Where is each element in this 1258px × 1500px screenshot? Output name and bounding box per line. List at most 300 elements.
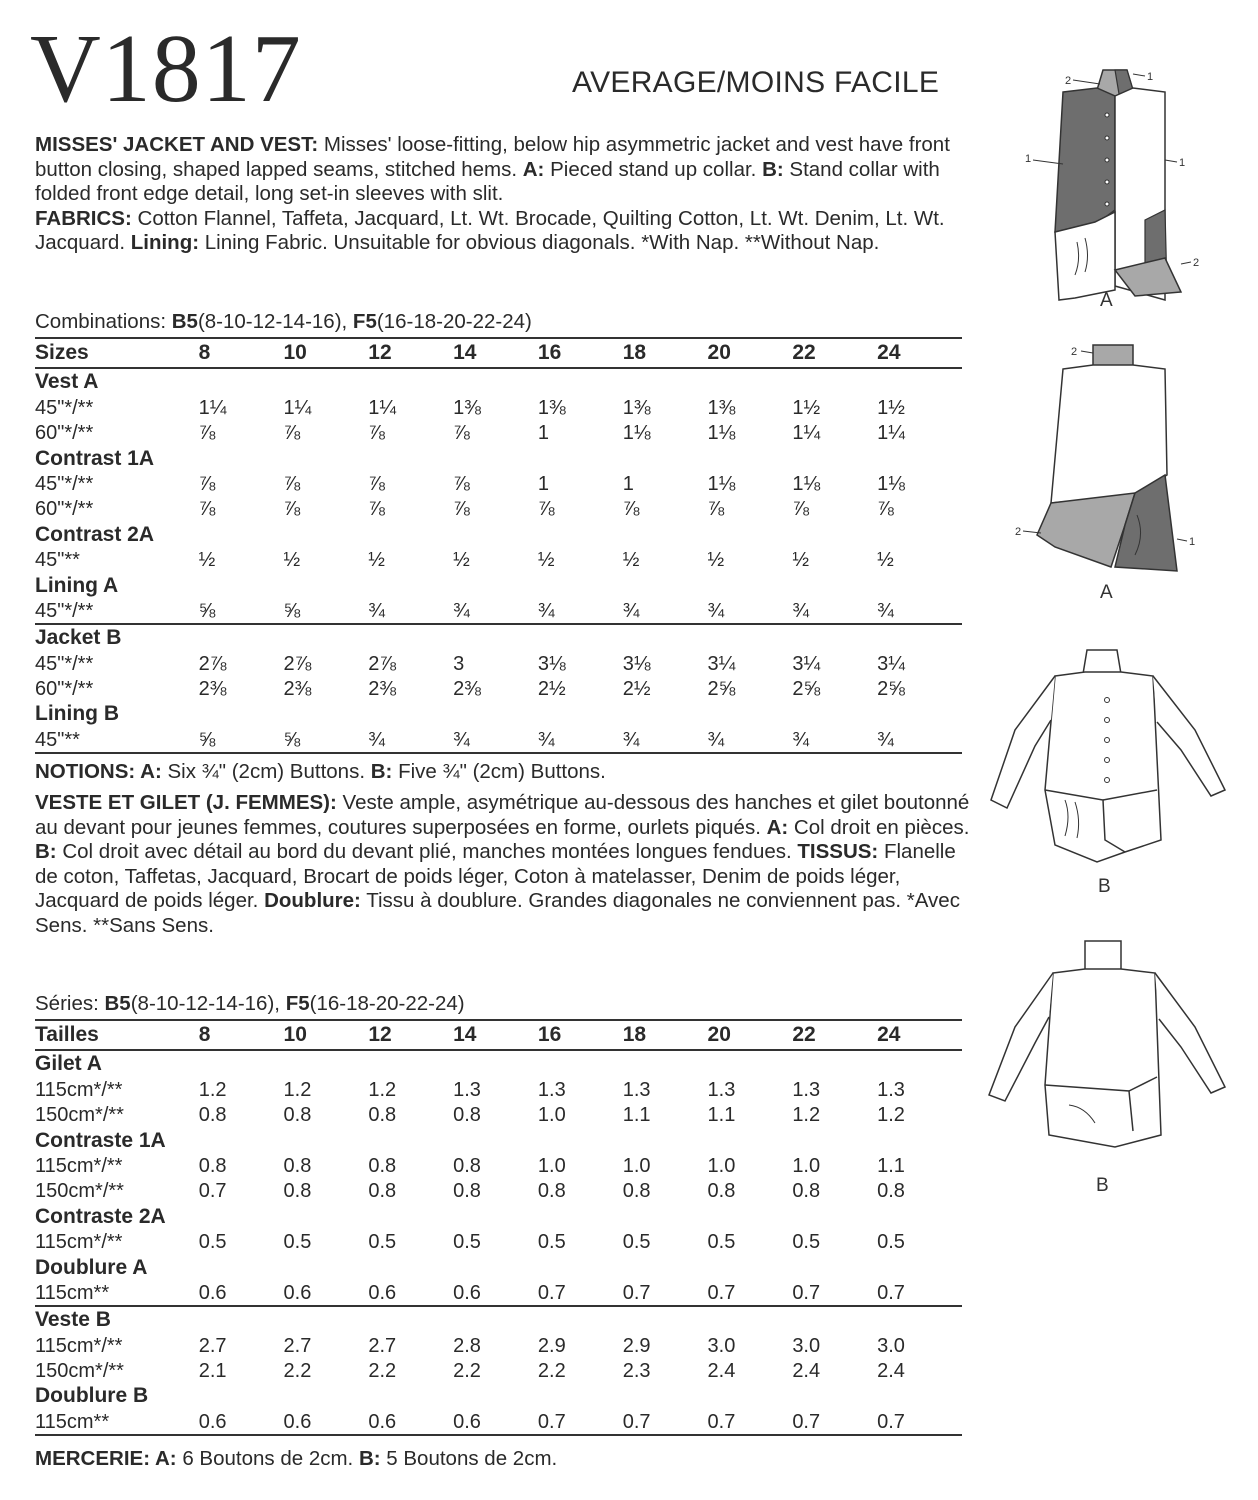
jacket-b-front-illustration	[985, 640, 1235, 870]
yardage-cell: 2.7	[198, 1334, 227, 1357]
view-a-text: Pieced stand up collar.	[544, 157, 763, 181]
yardage-cell: 2⅞	[368, 652, 397, 675]
yardage-cell: 0.5	[707, 1231, 736, 1254]
size-header-label: Sizes	[35, 338, 199, 368]
desc-body: Misses' loose-fitting, below hip asymmetric jacket and vest have front button closing, shaped lapped seams, stitched hems.	[35, 133, 950, 181]
yardage-cell: 0.5	[792, 1231, 821, 1254]
combo-b5-sizes: (8-10-12-14-16),	[197, 310, 353, 333]
yardage-cell: 0.6	[199, 1408, 284, 1434]
yardage-cell: ⅞	[877, 498, 894, 521]
yardage-cell: 0.7	[538, 1408, 623, 1434]
yardage-cell: ⅞	[792, 498, 810, 521]
view-group-label: Gilet A	[35, 1052, 102, 1076]
yardage-cell: 1.3	[877, 1078, 905, 1101]
yardage-cell: ¾	[537, 599, 555, 622]
yardage-cell: 1⅛	[792, 472, 821, 495]
piece-number-label: 1	[1025, 153, 1032, 165]
fabrics-label-fr: TISSUS:	[797, 840, 879, 864]
yardage-cell: 0.7	[877, 1408, 962, 1434]
yardage-cell: 1.2	[283, 1078, 312, 1101]
english-combinations	[35, 310, 532, 334]
yardage-cell: 1⅛	[877, 472, 905, 495]
yardage-cell: 1.3	[622, 1078, 651, 1101]
fabric-width-label: 150cm*/**	[35, 1104, 124, 1127]
size-column-header: 14	[453, 1020, 538, 1050]
yardage-cell: ¾	[622, 599, 640, 622]
vest-a-back-drawing	[1015, 335, 1215, 585]
combo-f5-fr: F5	[285, 992, 310, 1015]
yardage-cell: 2⅝	[707, 678, 736, 701]
yardage-cell: 0.8	[453, 1154, 481, 1177]
view-group-label: Contraste 2A	[35, 1204, 166, 1228]
desc-title: MISSES' JACKET AND VEST:	[35, 133, 319, 156]
yardage-cell: 0.5	[622, 1231, 651, 1254]
size-column-header: 22	[792, 1020, 877, 1050]
yardage-cell: 1	[622, 472, 634, 495]
yardage-cell: ⅞	[368, 422, 385, 445]
yardage-cell: 2.4	[792, 1360, 821, 1383]
yardage-cell: 0.8	[792, 1180, 821, 1203]
yardage-cell: ¾	[792, 599, 810, 622]
view-label-a-back: A	[1100, 582, 1113, 603]
yardage-cell: 0.8	[368, 1104, 397, 1127]
yardage-cell: 1.3	[453, 1078, 481, 1101]
table-row	[35, 598, 962, 624]
yardage-cell: 1.3	[707, 1078, 736, 1101]
vest-a-back-illustration	[1015, 335, 1215, 585]
yardage-cell: ⅞	[622, 498, 640, 521]
yardage-cell: 1.2	[368, 1078, 397, 1101]
table-row	[35, 1332, 962, 1357]
yardage-cell: 0.7	[792, 1281, 821, 1304]
size-column-header: 20	[708, 1020, 793, 1050]
view-b-label-fr: B:	[35, 840, 57, 864]
size-column-header: 18	[623, 338, 708, 368]
view-group-label: Lining A	[35, 573, 119, 597]
size-column-header: 8	[199, 338, 284, 368]
table-row	[35, 1178, 962, 1203]
table-row	[35, 496, 962, 521]
lining-label-fr: Doublure:	[264, 889, 361, 913]
yardage-cell: 0.8	[283, 1180, 312, 1203]
yardage-cell: 1⅜	[707, 396, 736, 419]
yardage-cell: 1.3	[537, 1078, 566, 1101]
jacket-b-back-drawing	[985, 935, 1235, 1165]
yardage-cell: 0.5	[368, 1231, 397, 1254]
notions-a-label: A:	[135, 760, 162, 783]
size-column-header: 20	[708, 338, 793, 368]
vest-a-front-illustration	[1015, 60, 1215, 310]
view-group-label: Doublure A	[35, 1255, 148, 1279]
yardage-cell: 0.8	[537, 1180, 566, 1203]
view-b-label: B:	[762, 157, 784, 181]
yardage-cell: 3	[453, 652, 465, 675]
yardage-cell: 2.4	[877, 1360, 905, 1383]
size-column-header: 24	[877, 338, 962, 368]
yardage-cell: 0.8	[622, 1180, 651, 1203]
piece-number-label: 1	[1189, 536, 1196, 548]
yardage-cell: 2.1	[198, 1360, 227, 1383]
view-group-label: Lining B	[35, 702, 119, 726]
yardage-cell: 1.2	[198, 1078, 227, 1101]
fabric-width-label: 150cm*/**	[35, 1180, 124, 1203]
yardage-cell: 0.8	[453, 1104, 481, 1127]
yardage-cell: 0.8	[283, 1104, 312, 1127]
notions-a: Six ¾" (2cm) Buttons.	[161, 760, 371, 783]
yardage-cell: 3.0	[707, 1334, 736, 1357]
yardage-cell: 1.0	[707, 1154, 736, 1177]
notions-b: Five ¾" (2cm) Buttons.	[392, 760, 606, 783]
view-group-label: Doublure B	[35, 1384, 149, 1408]
yardage-cell: 0.7	[198, 1180, 227, 1203]
piece-number-label: 1	[1179, 157, 1186, 169]
fabrics-label: FABRICS:	[35, 206, 132, 230]
yardage-cell: 1⅜	[453, 396, 481, 419]
yardage-cell: ⅞	[198, 422, 216, 445]
yardage-cell: 1¼	[283, 396, 312, 419]
fabric-width-label: 45"*/**	[35, 472, 94, 495]
yardage-cell: ⅞	[537, 498, 555, 521]
size-column-header: 10	[283, 338, 368, 368]
table-row	[35, 1280, 962, 1306]
yardage-cell: 0.5	[198, 1231, 227, 1254]
yardage-cell: ⅞	[707, 498, 725, 521]
size-column-header: 12	[368, 1020, 453, 1050]
combo-f5: F5	[352, 310, 377, 333]
english-description	[35, 133, 970, 256]
yardage-cell: 2½	[537, 678, 566, 701]
yardage-cell: 1¼	[368, 396, 397, 419]
yardage-cell: 3¼	[792, 652, 821, 675]
piece-number-label: 1	[1147, 71, 1154, 83]
table-row	[35, 1076, 962, 1101]
table-row	[35, 420, 962, 445]
yardage-cell: 1.2	[877, 1104, 905, 1127]
yardage-cell: ¾	[707, 599, 725, 622]
yardage-cell: 2.9	[537, 1334, 566, 1357]
yardage-cell: 1.3	[792, 1078, 821, 1101]
view-group-label: Contrast 1A	[35, 446, 155, 470]
yardage-cell: 0.5	[283, 1231, 312, 1254]
table-row	[35, 676, 962, 701]
notions-label: NOTIONS:	[35, 760, 136, 783]
size-column-header: 18	[623, 1020, 708, 1050]
yardage-cell: 0.7	[708, 1408, 793, 1434]
yardage-cell: 2.7	[368, 1334, 397, 1357]
size-column-header: 16	[538, 1020, 623, 1050]
yardage-cell: ⅝	[199, 726, 284, 752]
lining-label: Lining:	[130, 231, 200, 255]
english-notions	[35, 760, 606, 784]
yardage-cell: 0.8	[707, 1180, 736, 1203]
yardage-cell: ½	[537, 549, 555, 572]
yardage-cell: 2.2	[283, 1360, 312, 1383]
table-row	[35, 1408, 962, 1434]
yardage-cell: 2⅜	[453, 678, 481, 701]
french-notions	[35, 1447, 557, 1471]
yardage-cell: ¾	[538, 726, 623, 752]
yardage-cell: 2.4	[707, 1360, 736, 1383]
table-row	[35, 1358, 962, 1383]
french-combinations	[35, 992, 465, 1016]
desc-body-fr: Veste ample, asymétrique au-dessous des hanches et gilet boutonné au devant pour jeunes femmes, coutures superposées en forme, ourlets piqués.	[35, 791, 970, 839]
combo-f5-sizes: (16-18-20-22-24)	[376, 310, 532, 333]
fabric-width-label: 115cm**	[35, 1408, 199, 1434]
fabric-width-label: 115cm*/**	[35, 1078, 123, 1101]
yardage-cell: ⅞	[453, 498, 470, 521]
notions-b-label-fr: B:	[358, 1447, 381, 1470]
yardage-cell: ⅞	[283, 422, 301, 445]
yardage-cell: ½	[368, 549, 385, 572]
yardage-cell: 0.8	[198, 1104, 227, 1127]
view-a-label: A:	[522, 157, 545, 181]
size-column-header: 10	[284, 1020, 369, 1050]
yardage-cell: 0.6	[198, 1281, 227, 1304]
yardage-cell: 3⅛	[622, 652, 651, 675]
difficulty-label: AVERAGE/MOINS FACILE	[572, 66, 940, 99]
yardage-cell: 0.6	[283, 1281, 312, 1304]
combo-b5-sizes-fr: (8-10-12-14-16),	[130, 992, 286, 1015]
yardage-cell: 0.7	[622, 1281, 651, 1304]
yardage-cell: ⅝	[283, 599, 301, 622]
yardage-cell: 2.9	[622, 1334, 651, 1357]
jacket-b-front-drawing	[985, 640, 1235, 870]
yardage-cell: 2.2	[453, 1360, 481, 1383]
yardage-cell: 1.2	[792, 1104, 821, 1127]
yardage-cell: 0.8	[877, 1180, 905, 1203]
yardage-cell: ½	[453, 549, 470, 572]
yardage-cell: 0.7	[877, 1281, 905, 1304]
yardage-cell: 2⅞	[283, 652, 312, 675]
yardage-cell: 2.2	[537, 1360, 566, 1383]
yardage-cell: 2⅝	[792, 678, 821, 701]
size-column-header: 22	[792, 338, 877, 368]
yardage-cell: 0.7	[707, 1281, 736, 1304]
fabric-width-label: 45"**	[35, 549, 80, 572]
yardage-cell: ⅞	[198, 472, 216, 495]
yardage-cell: ½	[792, 549, 810, 572]
size-column-header: 24	[877, 1020, 962, 1050]
yardage-cell: 1.0	[622, 1154, 651, 1177]
combo-label-fr: Séries:	[35, 992, 105, 1015]
yardage-cell: 2⅝	[877, 678, 905, 701]
yardage-cell: 3.0	[792, 1334, 821, 1357]
fabrics-text-fr: Flanelle de coton, Taffetas, Jacquard, Brocart de poids léger, Coton à matelasser, Denim de poids léger, Jacquard de poids léger.	[35, 840, 956, 913]
yardage-cell: 2.2	[368, 1360, 397, 1383]
yardage-cell: 0.6	[453, 1408, 538, 1434]
yardage-cell: 0.6	[368, 1281, 397, 1304]
combo-f5-sizes-fr: (16-18-20-22-24)	[309, 992, 465, 1015]
yardage-cell: 0.6	[453, 1281, 481, 1304]
view-a-label-fr: A:	[766, 815, 789, 839]
piece-number-label: 2	[1071, 346, 1078, 358]
size-header-label: Tailles	[35, 1020, 199, 1050]
yardage-cell: 1.1	[707, 1104, 736, 1127]
yardage-cell: 1.0	[537, 1154, 566, 1177]
table-row	[35, 726, 962, 752]
yardage-cell: 0.8	[283, 1154, 312, 1177]
fabrics-text: Cotton Flannel, Taffeta, Jacquard, Lt. Wt. Brocade, Quilting Cotton, Lt. Wt. Denim, Lt. Wt. Jacquard.	[35, 206, 945, 255]
yardage-cell: ⅝	[283, 726, 368, 752]
table-row	[35, 471, 962, 496]
yardage-cell: 1.1	[877, 1154, 905, 1177]
view-group-label: Veste B	[35, 1306, 962, 1332]
piece-number-label: 2	[1015, 526, 1022, 538]
piece-number-label: 2	[1065, 75, 1072, 87]
yardage-cell: 1⅜	[537, 396, 566, 419]
yardage-cell: ½	[283, 549, 301, 572]
fabric-width-label: 115cm*/**	[35, 1154, 123, 1177]
yardage-cell: 0.6	[368, 1408, 453, 1434]
yardage-cell: 0.5	[537, 1231, 566, 1254]
yardage-cell: 0.8	[453, 1180, 481, 1203]
yardage-cell: 0.8	[198, 1154, 227, 1177]
yardage-cell: 1⅛	[622, 422, 651, 445]
yardage-cell: ¾	[453, 599, 470, 622]
yardage-cell: 1¼	[792, 422, 821, 445]
yardage-cell: 1¼	[877, 422, 905, 445]
fabric-width-label: 150cm*/**	[35, 1360, 124, 1383]
yardage-cell: 2⅞	[198, 652, 227, 675]
combo-b5-fr: B5	[104, 992, 131, 1015]
table-row	[35, 1229, 962, 1254]
combo-label: Combinations:	[35, 310, 172, 333]
size-column-header: 8	[199, 1020, 284, 1050]
yardage-cell: 1½	[877, 396, 905, 419]
yardage-cell: ⅞	[453, 472, 470, 495]
view-label-b: B	[1098, 876, 1111, 897]
view-b-text: Stand collar with folded front edge detail, long set-in sleeves with slit.	[35, 157, 940, 206]
fabric-width-label: 45"*/**	[35, 396, 94, 419]
french-description	[35, 791, 970, 939]
fabric-width-label: 45"**	[35, 726, 199, 752]
yardage-cell: 0.7	[537, 1281, 566, 1304]
yardage-cell: 1⅛	[707, 472, 736, 495]
yardage-cell: ¾	[877, 599, 894, 622]
yardage-cell: ¾	[623, 726, 708, 752]
yardage-cell: 1⅛	[707, 422, 736, 445]
yardage-cell: ¾	[368, 726, 453, 752]
yardage-cell: ¾	[792, 726, 877, 752]
yardage-cell: 1¼	[198, 396, 227, 419]
yardage-cell: ¾	[708, 726, 793, 752]
view-b-text-fr: Col droit avec détail au bord du devant plié, manches montées longues fendues.	[56, 840, 798, 864]
yardage-cell: ½	[622, 549, 640, 572]
view-group-label: Contrast 2A	[35, 522, 155, 546]
yardage-cell: ¾	[877, 726, 962, 752]
yardage-cell: 2.7	[283, 1334, 312, 1357]
fabric-width-label: 45"*/**	[35, 599, 94, 622]
yardage-cell: ⅞	[283, 498, 301, 521]
table-row	[35, 394, 962, 419]
yardage-cell: 3.0	[877, 1334, 905, 1357]
view-a-text-fr: Col droit en pièces.	[788, 815, 970, 839]
yardage-cell: 3¼	[707, 652, 736, 675]
yardage-cell: 2⅜	[198, 678, 227, 701]
english-yardage-table	[35, 337, 962, 754]
notions-b-fr: 5 Boutons de 2cm.	[380, 1447, 558, 1470]
yardage-cell: 0.8	[368, 1154, 397, 1177]
yardage-cell: 0.8	[368, 1180, 397, 1203]
yardage-cell: 2⅜	[368, 678, 397, 701]
yardage-cell: ⅝	[198, 599, 216, 622]
yardage-cell: 1.1	[622, 1104, 651, 1127]
yardage-cell: 0.5	[453, 1231, 481, 1254]
lining-text: Lining Fabric. Unsuitable for obvious diagonals. *With Nap. **Without Nap.	[199, 231, 880, 255]
pattern-number: V1817	[30, 15, 302, 123]
yardage-cell: 0.6	[284, 1408, 369, 1434]
yardage-cell: 1	[537, 472, 550, 495]
table-row	[35, 1102, 962, 1127]
table-row	[35, 1153, 962, 1178]
piece-number-label: 2	[1193, 257, 1200, 269]
yardage-cell: 2½	[622, 678, 651, 701]
fabric-width-label: 115cm**	[35, 1281, 110, 1304]
vest-a-front-drawing	[1015, 60, 1215, 310]
notions-label-fr: MERCERIE:	[35, 1447, 151, 1470]
yardage-cell: 1.0	[537, 1104, 566, 1127]
size-column-header: 12	[368, 338, 453, 368]
yardage-cell: 3¼	[877, 652, 905, 675]
yardage-cell: 1	[537, 422, 550, 445]
view-group-label: Jacket B	[35, 624, 962, 650]
yardage-cell: ⅞	[283, 472, 301, 495]
yardage-cell: 1⅜	[622, 396, 651, 419]
yardage-cell: 2.3	[622, 1360, 651, 1383]
combo-b5: B5	[171, 310, 198, 333]
lining-text-fr: Tissu à doublure. Grandes diagonales ne conviennent pas. *Avec Sens. **Sans Sens.	[35, 889, 960, 937]
view-group-label: Vest A	[35, 370, 99, 394]
yardage-cell: 0.7	[623, 1408, 708, 1434]
fabric-width-label: 115cm*/**	[35, 1334, 123, 1357]
yardage-cell: ½	[707, 549, 725, 572]
fabric-width-label: 115cm*/**	[35, 1231, 123, 1254]
fabric-width-label: 45"*/**	[35, 652, 94, 675]
view-label-a: A	[1100, 290, 1113, 311]
yardage-cell: ¾	[453, 726, 538, 752]
yardage-cell: 0.7	[792, 1408, 877, 1434]
view-group-label: Contraste 1A	[35, 1128, 166, 1152]
yardage-cell: ⅞	[368, 498, 385, 521]
notions-a-label-fr: A:	[150, 1447, 177, 1470]
yardage-cell: ¾	[368, 599, 385, 622]
yardage-cell: ½	[877, 549, 894, 572]
size-column-header: 16	[538, 338, 623, 368]
yardage-cell: 2⅜	[283, 678, 312, 701]
fabric-width-label: 60"*/**	[35, 422, 94, 445]
yardage-cell: 1.0	[792, 1154, 821, 1177]
yardage-cell: ½	[198, 549, 216, 572]
yardage-cell: ⅞	[368, 472, 385, 495]
notions-b-label: B:	[370, 760, 393, 783]
fabric-width-label: 60"*/**	[35, 678, 94, 701]
table-row	[35, 650, 962, 675]
french-yardage-table	[35, 1019, 962, 1436]
fabric-width-label: 60"*/**	[35, 498, 94, 521]
size-column-header: 14	[453, 338, 538, 368]
yardage-cell: ⅞	[198, 498, 216, 521]
notions-a-fr: 6 Boutons de 2cm.	[176, 1447, 359, 1470]
yardage-cell: 0.5	[877, 1231, 905, 1254]
yardage-cell: 2.8	[453, 1334, 481, 1357]
desc-title-fr: VESTE ET GILET (J. FEMMES):	[35, 791, 337, 814]
yardage-cell: ⅞	[453, 422, 470, 445]
yardage-cell: 1½	[792, 396, 821, 419]
table-row	[35, 547, 962, 572]
jacket-b-back-illustration	[985, 935, 1235, 1165]
yardage-cell: 3⅛	[537, 652, 566, 675]
view-label-b-back: B	[1096, 1175, 1109, 1196]
